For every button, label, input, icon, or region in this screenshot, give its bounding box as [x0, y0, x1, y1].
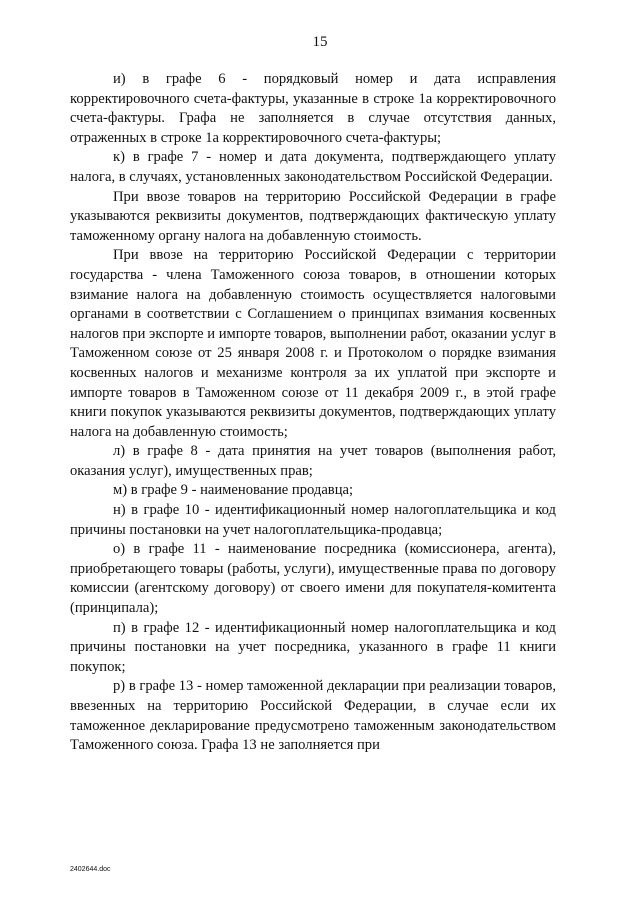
paragraph-item-r: р) в графе 13 - номер таможенной декларации при реализации товаров, ввезенных на территорию Российской Федерации, в случае если их таможенное декларирование предусмотрено таможенным законодательством Таможенного союза. Графа 13 не заполняется при	[70, 678, 556, 754]
page-number: 15	[312, 34, 328, 50]
document-body	[70, 70, 556, 756]
paragraph-import-customs-union: При ввозе на территорию Российской Федерации с территории государства - члена Таможенного союза товаров, в отношении которых взимание налога на добавленную стоимость осуществляется налоговыми органами в соответствии с Соглашением о принципах взимания косвенных налогов при экспорте и импорте товаров, выполнении работ, оказании услуг в Таможенном союзе от 25 января 2008 г. и Протоколом о порядке взимания косвенных налогов и механизме контроля за их уплатой при экспорте и импорте товаров в Таможенном союзе от 11 декабря 2009 г., в этой графе книги покупок указываются реквизиты документов, подтверждающих уплату налога на добавленную стоимость;	[70, 247, 556, 440]
paragraph-item-k: к) в графе 7 - номер и дата документа, подтверждающего уплату налога, в случаях, установленных законодательством Российской Федерации.	[70, 149, 556, 185]
paragraph-item-i: и) в графе 6 - порядковый номер и дата исправления корректировочного счета-фактуры, указанные в строке 1а корректировочного счета-фактуры. Графа не заполняется в случае отсутствия данных, отраженных в строке 1а корректировочного счета-фактуры;	[70, 71, 556, 146]
paragraph-item-p: п) в графе 12 - идентификационный номер налогоплательщика и код причины постановки на учет посредника, указанного в графе 11 книги покупок;	[70, 619, 556, 675]
paragraph-import-customs: При ввозе товаров на территорию Российской Федерации в графе указываются реквизиты документов, подтверждающих фактическую уплату таможенному органу налога на добавленную стоимость.	[70, 188, 556, 244]
paragraph-item-l: л) в графе 8 - дата принятия на учет товаров (выполнения работ, оказания услуг), имущественных прав;	[70, 443, 556, 479]
paragraph-item-o: о) в графе 11 - наименование посредника (комиссионера, агента), приобретающего товары (работы, услуги), имущественные права по договору комиссии (агентскому договору) от своего имени для покупателя-комитента (принципала);	[70, 541, 556, 617]
paragraph-item-n: н) в графе 10 - идентификационный номер налогоплательщика и код причины постановки на учет налогоплательщика-продавца;	[70, 502, 556, 538]
footer-filename: 2402644.doc	[70, 866, 111, 873]
paragraph-item-m: м) в графе 9 - наименование продавца;	[113, 482, 354, 499]
